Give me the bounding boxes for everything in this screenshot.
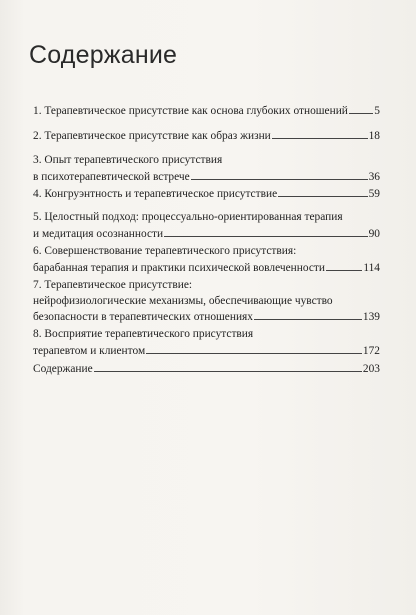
toc-page-number: 5 xyxy=(374,105,380,117)
leader-line xyxy=(278,186,367,197)
leader-line xyxy=(326,260,362,271)
leader-line xyxy=(254,309,362,320)
toc-entry-text: безопасности в терапевтических отношениях xyxy=(33,311,253,323)
leader-line xyxy=(146,343,362,354)
toc-entry-text: 3. Опыт терапевтического присутствия xyxy=(33,154,223,166)
toc-entry-text: 8. Восприятие терапевтического присутствия xyxy=(33,328,254,340)
toc-entry-5 xyxy=(33,210,380,242)
toc-page-number: 36 xyxy=(368,170,380,183)
leader-line xyxy=(164,226,368,237)
toc-entry-1 xyxy=(33,103,380,120)
toc-entry-text: 5. Целостный подход: процессуально-ориентированная терапия xyxy=(33,211,343,223)
leader-line xyxy=(94,361,362,372)
toc-entry-text: 6. Совершенствование терапевтического присутствия: xyxy=(33,245,297,257)
page-title: Содержание xyxy=(29,41,178,69)
toc-entry-text: 4. Конгруэнтность и терапевтическое присутствие xyxy=(33,188,278,200)
toc-entry-text: нейрофизиологические механизмы, обеспечивающие чувство xyxy=(33,294,333,307)
toc-entry-6 xyxy=(33,244,380,276)
toc-page-number: 139 xyxy=(362,311,380,323)
toc-entry-9 xyxy=(33,361,380,378)
toc-entry-3 xyxy=(33,153,380,185)
leader-line xyxy=(349,103,373,114)
toc-page-number: 172 xyxy=(362,344,380,357)
toc-entry-text: Содержание xyxy=(33,363,93,375)
toc-entry-text: 1. Терапевтическое присутствие как основа глубоких отношений xyxy=(33,105,348,117)
toc-page-number: 18 xyxy=(368,130,380,142)
leader-line xyxy=(191,169,368,180)
toc-entry-text: 2. Терапевтическое присутствие как образ жизни xyxy=(33,130,271,142)
toc-entry-text: и медитация осознанности xyxy=(33,227,164,240)
toc-entry-4 xyxy=(33,186,380,203)
toc-page-number: 203 xyxy=(362,363,380,375)
toc-entry-8 xyxy=(33,327,380,359)
toc-page-number: 90 xyxy=(368,227,380,240)
leader-line xyxy=(272,128,368,139)
toc-page-number: 59 xyxy=(368,188,380,200)
toc-entry-text: терапевтом и клиентом xyxy=(33,344,146,357)
toc-entry-7 xyxy=(33,278,380,326)
toc-entry-text: барабанная терапия и практики психической вовлеченности xyxy=(33,261,325,274)
toc-page-number: 114 xyxy=(363,261,380,274)
toc-entry-text: 7. Терапевтическое присутствие: xyxy=(33,279,193,291)
toc-entry-2 xyxy=(33,128,380,145)
toc-entry-text: в психотерапевтической встрече xyxy=(33,170,190,183)
